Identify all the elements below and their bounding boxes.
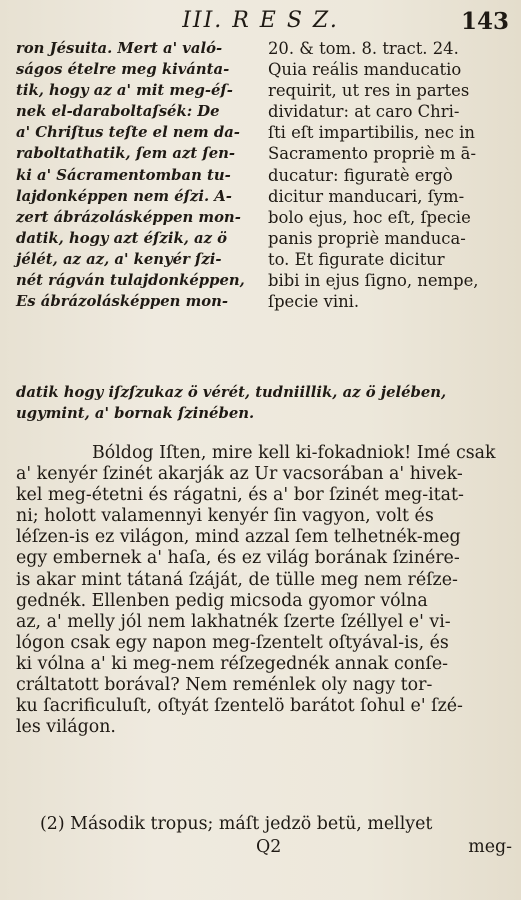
text-line: bolo ejus, hoc eſt, ſpecie <box>268 207 471 227</box>
text-line: nét rágván tulajdonképpen, <box>16 272 245 290</box>
catchword: meg- <box>468 837 512 857</box>
text-line: egy embernek a' haſa, és ez világ borának ſzinére- <box>16 548 460 569</box>
text-line: ságos ételre meg kivánta- <box>16 61 230 79</box>
running-head: III. R E S Z. <box>182 8 339 33</box>
text-line: ni; holott valamennyi kenyér ſin vagyon, volt és <box>16 506 434 527</box>
text-line: panis propriè manduca- <box>268 228 466 248</box>
text-line: Es ábrázolásképpen mon- <box>16 293 228 311</box>
text-line: ugymint, a' bornak ſzinében. <box>16 405 255 423</box>
text-line: kel meg-étetni és rágatni, és a' bor ſzinét meg-itat- <box>16 485 464 506</box>
hungarian-column <box>16 38 262 312</box>
text-line: ki vólna a' ki meg-nem réſzegednék annak conſe- <box>16 653 449 674</box>
text-line: léſzen-is ez világon, mind azzal ſem telhetnék-meg <box>16 527 461 548</box>
signature-mark: Q2 <box>256 837 282 857</box>
text-line: zert ábrázolásképpen mon- <box>16 208 241 226</box>
text-line: dicitur manducari, ſym- <box>268 186 465 206</box>
text-line: requirit, ut res in partes <box>268 81 470 101</box>
text-line: is akar mint tátaná ſzáját, de tülle meg nem réſze- <box>16 569 458 590</box>
text-line: a' kenyér ſzinét akarják az Ur vacsorában a' hivek- <box>16 464 463 485</box>
italic-gloss <box>16 382 512 424</box>
text-line: dividatur: at caro Chri- <box>268 102 460 122</box>
text-line: ſpecie vini. <box>268 292 360 312</box>
text-line: ki a' Sácramentomban tu- <box>16 166 231 184</box>
text-line: lógon csak egy napon meg-ſzentelt oſtyával-is, és <box>16 632 449 653</box>
two-column-block <box>16 38 512 382</box>
text-line: raboltathatik, ſem azt ſen- <box>16 145 236 163</box>
text-line: 20. & tom. 8. tract. 24. <box>268 39 459 58</box>
text-line: cráltatott borával? Nem reménlek oly nagy tor- <box>16 675 433 696</box>
text-line: ducatur: figuratè ergò <box>268 165 453 185</box>
text-line: ku ſacrificuluſt, oſtyát ſzentelö barátot ſohul e' ſzé- <box>16 696 463 717</box>
text-line: jélét, az az, a' kenyér ſzi- <box>16 250 222 268</box>
main-paragraph <box>16 442 512 737</box>
text-line: bibi in ejus ſigno, nempe, <box>268 271 479 291</box>
text-line: ron Jésuita. Mert a' való- <box>16 40 223 57</box>
text-line: nek el-daraboltaſsék: De <box>16 103 220 121</box>
text-line: ſti eſt impartibilis, nec in <box>268 123 475 143</box>
text-line: les világon. <box>16 717 116 738</box>
text-line: to. Et figurate dicitur <box>268 249 445 269</box>
footnote <box>16 813 512 834</box>
page-number: 143 <box>460 8 509 35</box>
text-line: lajdonképpen nem éſzi. A- <box>16 187 232 205</box>
text-line: Quia reális manducatio <box>268 60 462 80</box>
latin-column <box>268 38 514 312</box>
text-line: Sacramento propriè m ā- <box>268 144 476 164</box>
text-line: a' Chriſtus teſte el nem da- <box>16 124 240 142</box>
text-line: datik hogy iſzſzukaz ö vérét, tudniillik, az ö jelében, <box>16 384 447 401</box>
text-line: Bóldog Iſten, mire kell ki-fokadniok! Imé csak <box>92 443 496 463</box>
text-line: datik, hogy azt éſzik, az ö <box>16 229 228 247</box>
page-footer <box>16 837 512 861</box>
page-header <box>0 8 521 36</box>
text-line: (2) Második tropus; máſt jedzö betü, mellyet <box>40 814 433 834</box>
text-line: az, a' melly jól nem lakhatnék ſzerte ſzéllyel e' vi- <box>16 611 451 632</box>
text-line: gednék. Ellenben pedig micsoda gyomor vólna <box>16 590 428 611</box>
text-line: tik, hogy az a' mit meg-éſ- <box>16 82 233 100</box>
